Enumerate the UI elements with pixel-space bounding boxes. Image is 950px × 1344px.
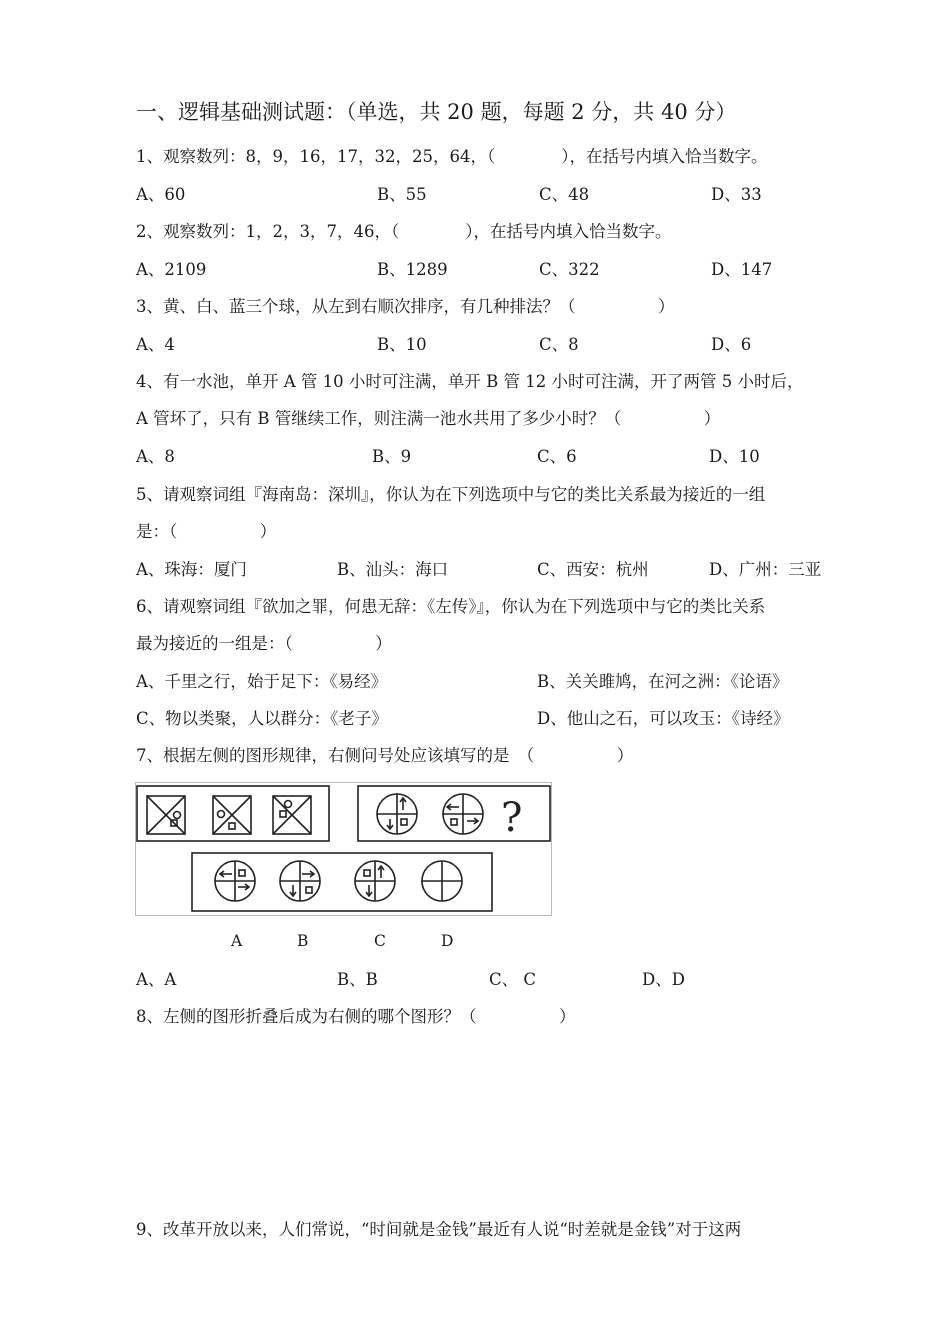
q1-option-a: A、60 [136,185,186,204]
q3-option-b: B、10 [377,335,427,354]
question-2-stem: 2、观察数列：1，2，3，7，46，（ ），在括号内填入恰当数字。 [136,222,672,241]
figure-label-a: A [231,932,243,950]
q3-option-d: D、6 [711,335,752,354]
q2-option-a: A、2109 [136,260,207,279]
question-mark: ? [501,795,523,841]
q4-option-d: D、10 [709,447,760,466]
choice-circle-d [422,861,462,901]
q5-option-c: C、西安：杭州 [537,560,649,579]
square-tile-3 [273,796,311,834]
square-tile-1 [147,796,185,834]
q6-option-d: D、他山之石，可以攻玉：《诗经》 [537,709,790,728]
q2-option-d: D、147 [711,260,773,279]
question-8-stem: 8、左侧的图形折叠后成为右侧的哪个图形？（ ） [136,1007,576,1026]
q2-option-c: C、322 [539,260,600,279]
page-title: 一、逻辑基础测试题：（单选，共 20 题，每题 2 分，共 40 分） [136,100,737,124]
q5-option-a: A、珠海：厦门 [136,560,247,579]
question-6-stem-line2: 最为接近的一组是：（ ） [136,634,392,653]
question-5-stem-line1: 5、请观察词组『海南岛：深圳』，你认为在下列选项中与它的类比关系最为接近的一组 [136,485,766,504]
figure-label-c: C [374,932,386,950]
choice-circle-c [355,861,395,901]
q5-option-b: B、汕头：海口 [337,560,449,579]
choice-circle-a [215,861,255,901]
figure-label-b: B [297,932,309,950]
q7-option-b: B、B [337,970,378,989]
q1-option-b: B、55 [377,185,427,204]
question-9-stem: 9、改革开放以来，人们常说，“时间就是金钱”最近有人说“时差就是金钱”对于这两 [136,1220,742,1239]
figure-label-d: D [441,932,454,950]
q2-option-b: B、1289 [377,260,448,279]
question-4-stem-line2: A 管坏了，只有 B 管继续工作，则注满一池水共用了多少小时？（ ） [136,409,721,428]
q6-option-a: A、千里之行，始于足下：《易经》 [136,672,388,691]
circle-tile-2 [443,794,483,834]
q5-option-d: D、广州：三亚 [709,560,822,579]
q7-option-a: A、A [136,970,177,989]
q6-option-b: B、关关雎鸠，在河之洲：《论语》 [537,672,789,691]
q7-option-d: D、D [642,970,685,989]
q3-option-a: A、4 [136,335,175,354]
question-1-stem: 1、观察数列：8，9，16，17，32，25，64，（ ），在括号内填入恰当数字。 [136,147,768,166]
q4-option-a: A、8 [136,447,175,466]
q4-option-c: C、6 [537,447,577,466]
q7-option-c: C、 C [489,970,536,989]
pattern-figure [135,782,552,916]
question-6-stem-line1: 6、请观察词组『欲加之罪，何患无辞：《左传》』，你认为在下列选项中与它的类比关系 [136,597,766,616]
question-7-stem: 7、根据左侧的图形规律，右侧问号处应该填写的是 （ ） [136,746,634,765]
q1-option-c: C、48 [539,185,590,204]
q1-option-d: D、33 [711,185,762,204]
q3-option-c: C、8 [539,335,579,354]
q4-option-b: B、9 [372,447,412,466]
q6-option-c: C、物以类聚，人以群分：《老子》 [136,709,388,728]
choice-circle-b [280,861,320,901]
question-4-stem-line1: 4、有一水池，单开 A 管 10 小时可注满，单开 B 管 12 小时可注满，开了两管 5 小时后， [136,372,804,391]
question-3-stem: 3、黄、白、蓝三个球，从左到右顺次排序，有几种排法？（ ） [136,297,675,316]
circle-tile-1 [377,794,417,834]
square-tile-2 [213,796,251,834]
question-5-stem-line2: 是：（ ） [136,522,277,541]
